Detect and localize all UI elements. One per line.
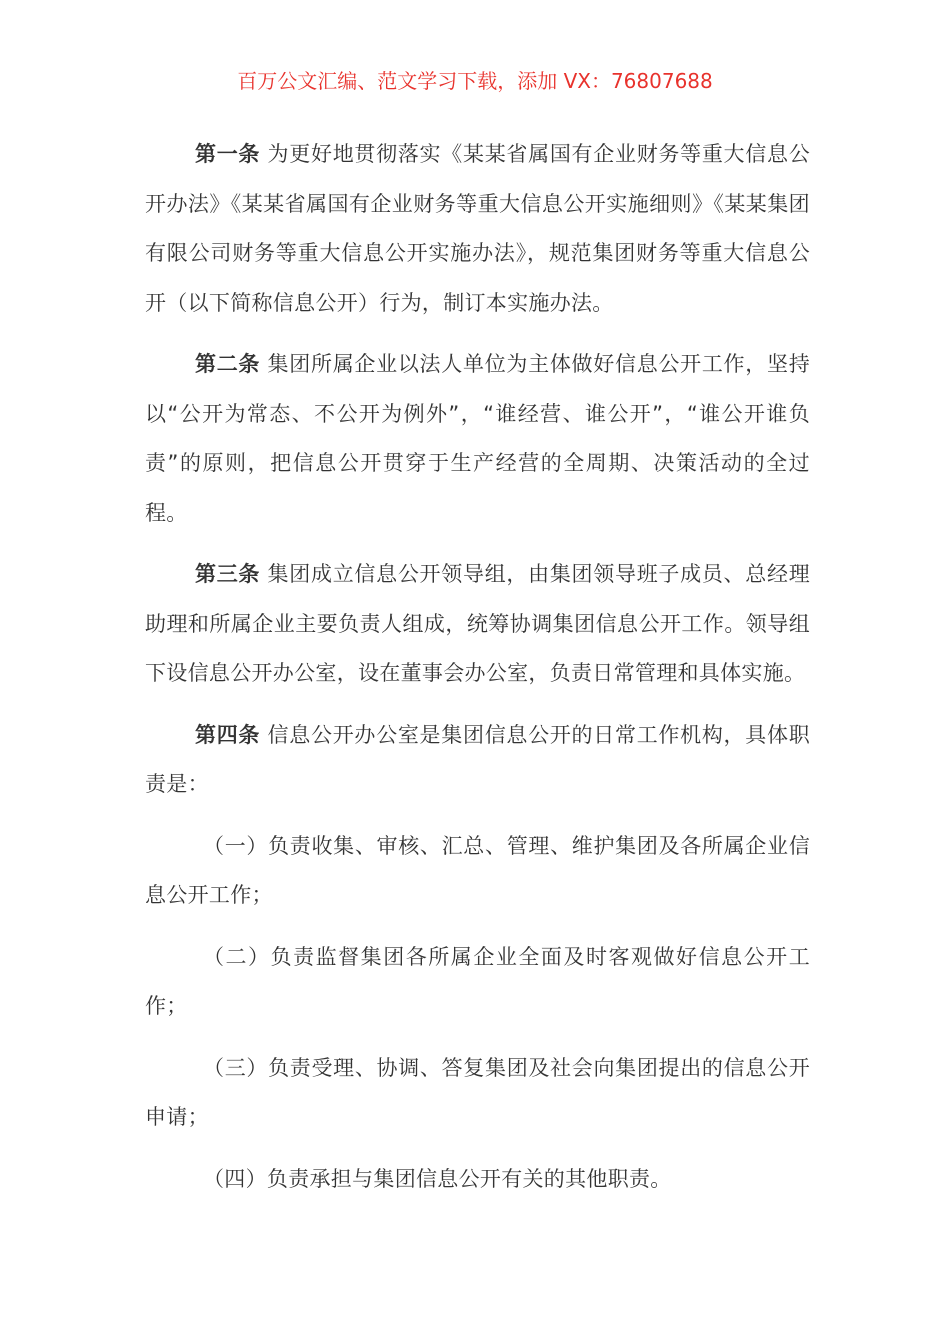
article-4-text: 信息公开办公室是集团信息公开的日常工作机构，具体职责是： <box>145 722 810 796</box>
article-2-text: 集团所属企业以法人单位为主体做好信息公开工作，坚持以“公开为常态、不公开为例外”，“谁经营、谁公开”，“谁公开谁负责”的原则，把信息公开贯穿于生产经营的全周期、决策活动的全过程。 <box>145 352 810 525</box>
duty-item-2: （二）负责监督集团各所属企业全面及时客观做好信息公开工作； <box>145 944 810 1018</box>
document-body <box>145 130 810 1216</box>
article-4 <box>145 711 810 810</box>
article-4-title: 第四条 <box>195 722 261 747</box>
article-1-title: 第一条 <box>195 142 261 166</box>
article-3 <box>145 550 810 699</box>
article-3-text: 集团成立信息公开领导组，由集团领导班子成员、总经理助理和所属企业主要负责人组成，统筹协调集团信息公开工作。领导组下设信息公开办公室，设在董事会办公室，负责日常管理和具体实施。 <box>145 562 810 685</box>
article-1 <box>145 130 810 328</box>
article-2 <box>145 340 810 538</box>
duty-item-1: （一）负责收集、审核、汇总、管理、维护集团及各所属企业信息公开工作； <box>145 833 810 907</box>
duty-item-4: （四）负责承担与集团信息公开有关的其他职责。 <box>203 1166 672 1191</box>
article-2-title: 第二条 <box>195 352 261 376</box>
duty-item-3: （三）负责受理、协调、答复集团及社会向集团提出的信息公开申请； <box>145 1055 810 1129</box>
header-banner: 百万公文汇编、范文学习下载，添加 VX：76807688 <box>237 69 713 93</box>
article-1-text: 为更好地贯彻落实《某某省属国有企业财务等重大信息公开办法》《某某省属国有企业财务等重大信息公开实施细则》《某某集团有限公司财务等重大信息公开实施办法》，规范集团财务等重大信息公开（以下简称信息公开）行为，制订本实施办法。 <box>145 142 810 315</box>
article-3-title: 第三条 <box>195 562 261 586</box>
